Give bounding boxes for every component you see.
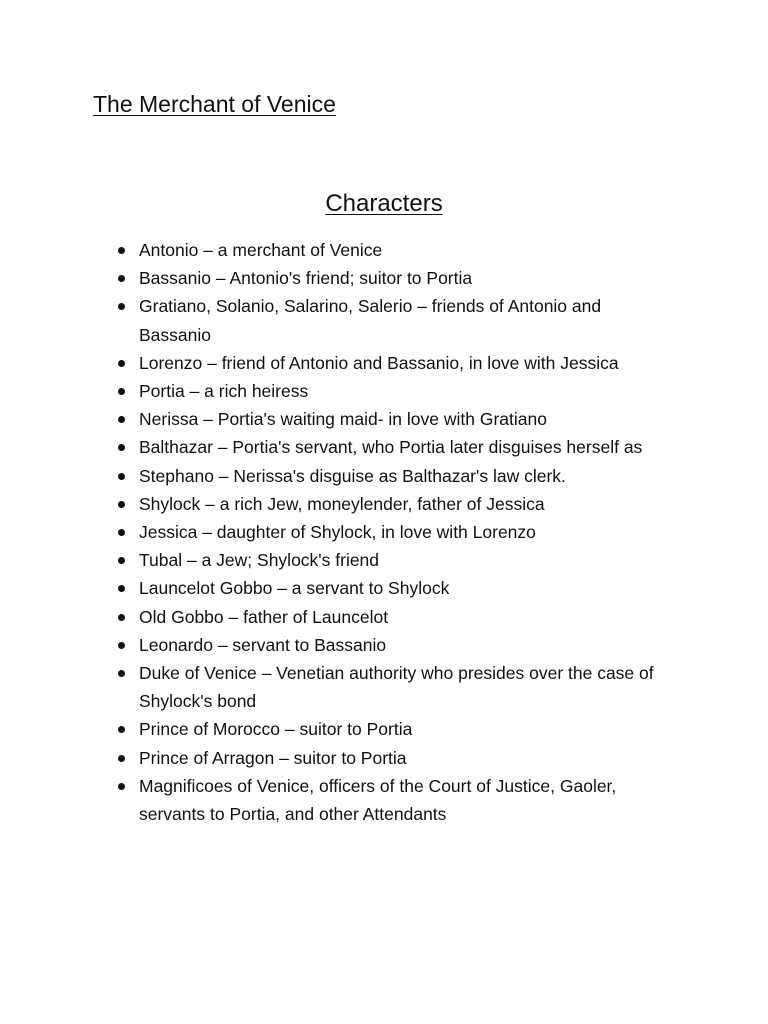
- character-entry-text: Shylock – a rich Jew, moneylender, father of Jessica: [139, 493, 545, 514]
- character-entry-text: Prince of Arragon – suitor to Portia: [139, 747, 407, 768]
- character-list-item: [139, 377, 669, 405]
- character-entry-text: Balthazar – Portia's servant, who Portia later disguises herself as: [139, 437, 643, 458]
- character-list-item: [139, 603, 669, 631]
- character-list-item: [139, 659, 669, 715]
- character-entry-text: Bassanio – Antonio's friend; suitor to Portia: [139, 268, 473, 289]
- bullet-icon: [118, 303, 125, 310]
- character-entry-text: Prince of Morocco – suitor to Portia: [139, 719, 413, 740]
- bullet-icon: [118, 360, 125, 367]
- bullet-icon: [118, 557, 125, 564]
- character-list-item: [139, 518, 669, 546]
- character-list-item: [139, 349, 669, 377]
- character-entry-text: Antonio – a merchant of Venice: [139, 240, 383, 260]
- bullet-icon: [118, 501, 125, 508]
- character-list-item: [139, 236, 669, 264]
- character-entry-text: Lorenzo – friend of Antonio and Bassanio, in love with Jessica: [139, 352, 619, 373]
- character-entry-text: Nerissa – Portia's waiting maid- in love with Gratiano: [139, 409, 547, 430]
- character-entry-text: Stephano – Nerissa's disguise as Balthazar's law clerk.: [139, 465, 566, 486]
- character-list-item: [139, 292, 669, 348]
- character-entry-text: Duke of Venice – Venetian authority who presides over the case of Shylock's bond: [139, 663, 654, 712]
- character-list-item: [139, 574, 669, 602]
- character-list-item: [139, 772, 669, 828]
- character-entry-text: Gratiano, Solanio, Salarino, Salerio – friends of Antonio and Bassanio: [139, 296, 602, 345]
- character-entry-text: Jessica – daughter of Shylock, in love with Lorenzo: [139, 522, 536, 543]
- bullet-icon: [118, 416, 125, 423]
- bullet-icon: [118, 247, 125, 254]
- document-title: The Merchant of Venice: [93, 91, 336, 117]
- bullet-icon: [118, 473, 125, 480]
- character-entry-text: Launcelot Gobbo – a servant to Shylock: [139, 578, 450, 599]
- character-list-item: [139, 631, 669, 659]
- bullet-icon: [118, 670, 125, 677]
- bullet-icon: [118, 388, 125, 395]
- character-list-item: [139, 405, 669, 433]
- character-entry-text: Magnificoes of Venice, officers of the Court of Justice, Gaoler, servants to Portia, and other Attendants: [139, 775, 617, 825]
- bullet-icon: [118, 614, 125, 621]
- bullet-icon: [118, 783, 125, 790]
- character-list-item: [139, 490, 669, 518]
- character-list-item: [139, 546, 669, 574]
- character-entry-text: Tubal – a Jew; Shylock's friend: [139, 550, 380, 571]
- character-list-item: [139, 433, 669, 461]
- bullet-icon: [118, 275, 125, 282]
- character-list-item: [139, 264, 669, 292]
- character-list-item: [139, 462, 669, 490]
- character-entry-text: Portia – a rich heiress: [139, 381, 309, 402]
- character-list: [139, 236, 669, 828]
- bullet-icon: [118, 755, 125, 762]
- character-list-item: [139, 715, 669, 743]
- bullet-icon: [118, 642, 125, 649]
- section-heading-characters: Characters: [325, 190, 443, 217]
- character-entry-text: Leonardo – servant to Bassanio: [139, 634, 387, 655]
- character-entry-text: Old Gobbo – father of Launcelot: [139, 606, 389, 627]
- bullet-icon: [118, 726, 125, 733]
- bullet-icon: [118, 529, 125, 536]
- character-list-item: [139, 744, 669, 772]
- bullet-icon: [118, 585, 125, 592]
- bullet-icon: [118, 444, 125, 451]
